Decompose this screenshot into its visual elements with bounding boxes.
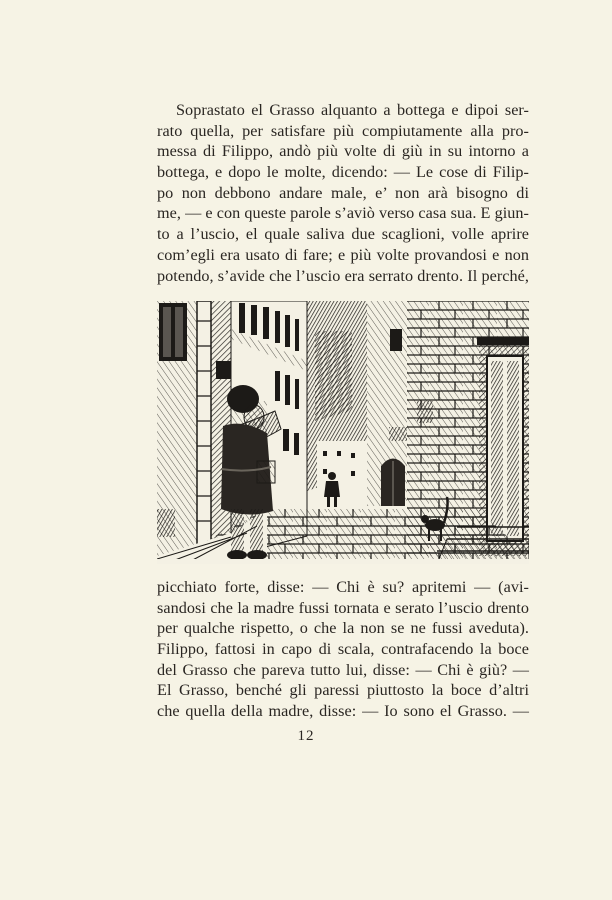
street-scene-image (157, 301, 529, 564)
text-line: potendo, s’avide che l’uscio era serrato drento. Il perché, (157, 266, 529, 285)
text-line: po non debbono andare male, e’ non arà bisogno di (157, 183, 529, 202)
text-line: messa di Filippo, andò più volte di giù in su intorno a (157, 142, 529, 161)
text-line: per qualche rispetto, o che la non se ne fussi aveduta). (157, 619, 529, 638)
text-line: bottega, e dopo le molte, dicendo: — Le cose di Filip- (157, 163, 529, 182)
text-line: che quella della madre, disse: — Io sono el Grasso. — (157, 702, 529, 721)
text-line: El Grasso, benché gli paressi piuttosto la boce d’altri (157, 681, 529, 700)
text-line: Soprastato el Grasso alquanto a bottega e dipoi ser- (176, 101, 529, 119)
woodcut-illustration (157, 301, 529, 564)
page-number: 12 (297, 728, 315, 744)
text-line: me, — e con queste parole s’aviò verso casa sua. E giun- (157, 204, 529, 223)
text-line: rato quella, per satisfare più compiutamente alla pro- (157, 121, 529, 140)
text-line: picchiato forte, disse: — Chi è su? apritemi — (avi- (157, 578, 529, 596)
text-line: sandosi che la madre fussi tornata e serato l’uscio drento (157, 598, 529, 617)
text-line: to a l’uscio, el quale saliva due scaglioni, volle aprire (157, 225, 529, 244)
paragraph-bottom (157, 577, 529, 722)
text-line: Filippo, fattosi in capo di scala, contrafacendo la boce (157, 640, 529, 659)
text-line: del Grasso che pareva tutto lui, disse: — Chi è giù? — (157, 660, 529, 679)
text-line: com’egli era usato di fare; e più volte provandosi e non (157, 245, 529, 264)
paragraph-top (157, 100, 529, 286)
